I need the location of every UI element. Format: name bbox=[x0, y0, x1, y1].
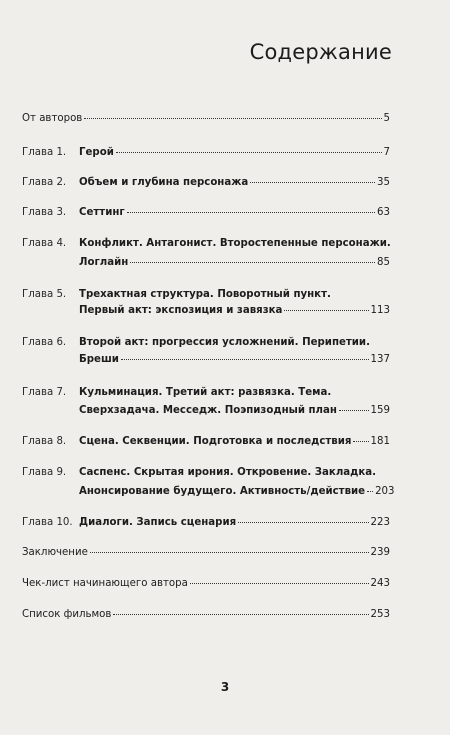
leader-dots bbox=[84, 118, 381, 119]
toc-entry-title-line1: Саспенс. Скрытая ирония. Откровение. Закладка. bbox=[79, 467, 377, 478]
leader-dots bbox=[116, 152, 382, 153]
toc-entry-front-matter[interactable] bbox=[0, 113, 390, 125]
toc-entry-page: 203 bbox=[375, 486, 395, 497]
toc-entry-page: 113 bbox=[370, 305, 390, 316]
toc-entry-page: 243 bbox=[370, 578, 390, 589]
chapter-label: Глава 10. bbox=[22, 517, 73, 528]
toc-entry-title: Первый акт: экспозиция и завязка bbox=[79, 305, 283, 316]
leader-dots bbox=[353, 441, 368, 442]
toc-entry-page: 85 bbox=[377, 257, 390, 268]
toc-entry-title: Сеттинг bbox=[79, 207, 125, 218]
toc-entry-page: 7 bbox=[383, 147, 390, 158]
toc-entry-title-line1: Трехактная структура. Поворотный пункт. bbox=[79, 289, 331, 300]
toc-entry-title: Чек-лист начинающего автора bbox=[22, 578, 188, 589]
leader-dots bbox=[284, 310, 368, 311]
toc-entry-title-line1: Конфликт. Антагонист. Второстепенные персонажи. bbox=[79, 238, 391, 249]
chapter-label: Глава 8. bbox=[22, 436, 67, 447]
toc-entry-page: 253 bbox=[370, 609, 390, 620]
toc-entry-page: 223 bbox=[370, 517, 390, 528]
toc-entry-chapter-line1[interactable] bbox=[0, 387, 390, 399]
toc-entry-page: 137 bbox=[370, 354, 390, 365]
toc-entry-title: Список фильмов bbox=[22, 609, 112, 620]
toc-entry-chapter[interactable] bbox=[0, 517, 390, 529]
leader-dots bbox=[130, 262, 375, 263]
leader-dots bbox=[113, 614, 368, 615]
toc-entry-chapter[interactable] bbox=[0, 486, 395, 498]
chapter-label: Глава 1. bbox=[22, 147, 67, 158]
leader-dots bbox=[339, 410, 369, 411]
toc-entry-chapter[interactable] bbox=[0, 207, 390, 219]
toc-entry-chapter[interactable] bbox=[0, 305, 390, 317]
toc-entry-page: 35 bbox=[377, 177, 390, 188]
toc-entry-title: Сцена. Секвенции. Подготовка и последствия bbox=[79, 436, 352, 447]
chapter-label: Глава 2. bbox=[22, 177, 67, 188]
chapter-label: Глава 7. bbox=[22, 387, 67, 398]
toc-entry-back-matter[interactable] bbox=[0, 578, 390, 590]
chapter-label: Глава 3. bbox=[22, 207, 67, 218]
toc-entry-title: Бреши bbox=[79, 354, 119, 365]
toc-entry-title-line1: Кульминация. Третий акт: развязка. Тема. bbox=[79, 387, 332, 398]
chapter-label: Глава 9. bbox=[22, 467, 67, 478]
chapter-label: Глава 4. bbox=[22, 238, 67, 249]
toc-entry-chapter[interactable] bbox=[0, 177, 390, 189]
toc-entry-chapter[interactable] bbox=[0, 436, 390, 448]
toc-entry-title: Сверхзадача. Месседж. Поэпизодный план bbox=[79, 405, 337, 416]
toc-entry-title: Анонсирование будущего. Активность/действие bbox=[79, 486, 366, 497]
toc-entry-chapter[interactable] bbox=[0, 257, 390, 269]
leader-dots bbox=[121, 359, 369, 360]
toc-entry-title: От авторов bbox=[22, 113, 83, 124]
toc-entry-chapter[interactable] bbox=[0, 147, 390, 159]
chapter-label: Глава 5. bbox=[22, 289, 67, 300]
leader-dots bbox=[127, 212, 375, 213]
toc-entry-chapter-line1[interactable] bbox=[0, 337, 390, 349]
toc-entry-page: 159 bbox=[370, 405, 390, 416]
toc-entry-chapter[interactable] bbox=[0, 354, 390, 366]
toc-entry-title: Герой bbox=[79, 147, 114, 158]
toc-entry-title: Объем и глубина персонажа bbox=[79, 177, 249, 188]
toc-entry-page: 239 bbox=[370, 547, 390, 558]
toc-entry-chapter-line1[interactable] bbox=[0, 467, 390, 479]
toc-entry-page: 181 bbox=[370, 436, 390, 447]
chapter-label: Глава 6. bbox=[22, 337, 67, 348]
leader-dots bbox=[90, 552, 369, 553]
leader-dots bbox=[238, 522, 368, 523]
toc-entry-back-matter[interactable] bbox=[0, 609, 390, 621]
toc-entry-title: Заключение bbox=[22, 547, 88, 558]
leader-dots bbox=[250, 182, 375, 183]
toc-entry-chapter-line1[interactable] bbox=[0, 238, 390, 250]
toc-entry-page: 63 bbox=[377, 207, 390, 218]
toc-entry-page: 5 bbox=[383, 113, 390, 124]
page-title: Содержание bbox=[249, 40, 392, 64]
leader-dots bbox=[190, 583, 369, 584]
leader-dots bbox=[367, 491, 373, 492]
toc-entry-chapter[interactable] bbox=[0, 405, 390, 417]
toc-entry-chapter-line1[interactable] bbox=[0, 289, 390, 301]
toc-entry-back-matter[interactable] bbox=[0, 547, 390, 559]
toc-entry-title: Диалоги. Запись сценария bbox=[79, 517, 237, 528]
toc-entry-title: Логлайн bbox=[79, 257, 129, 268]
toc-entry-title-line1: Второй акт: прогрессия усложнений. Перипетии. bbox=[79, 337, 370, 348]
page-number: 3 bbox=[220, 680, 230, 694]
